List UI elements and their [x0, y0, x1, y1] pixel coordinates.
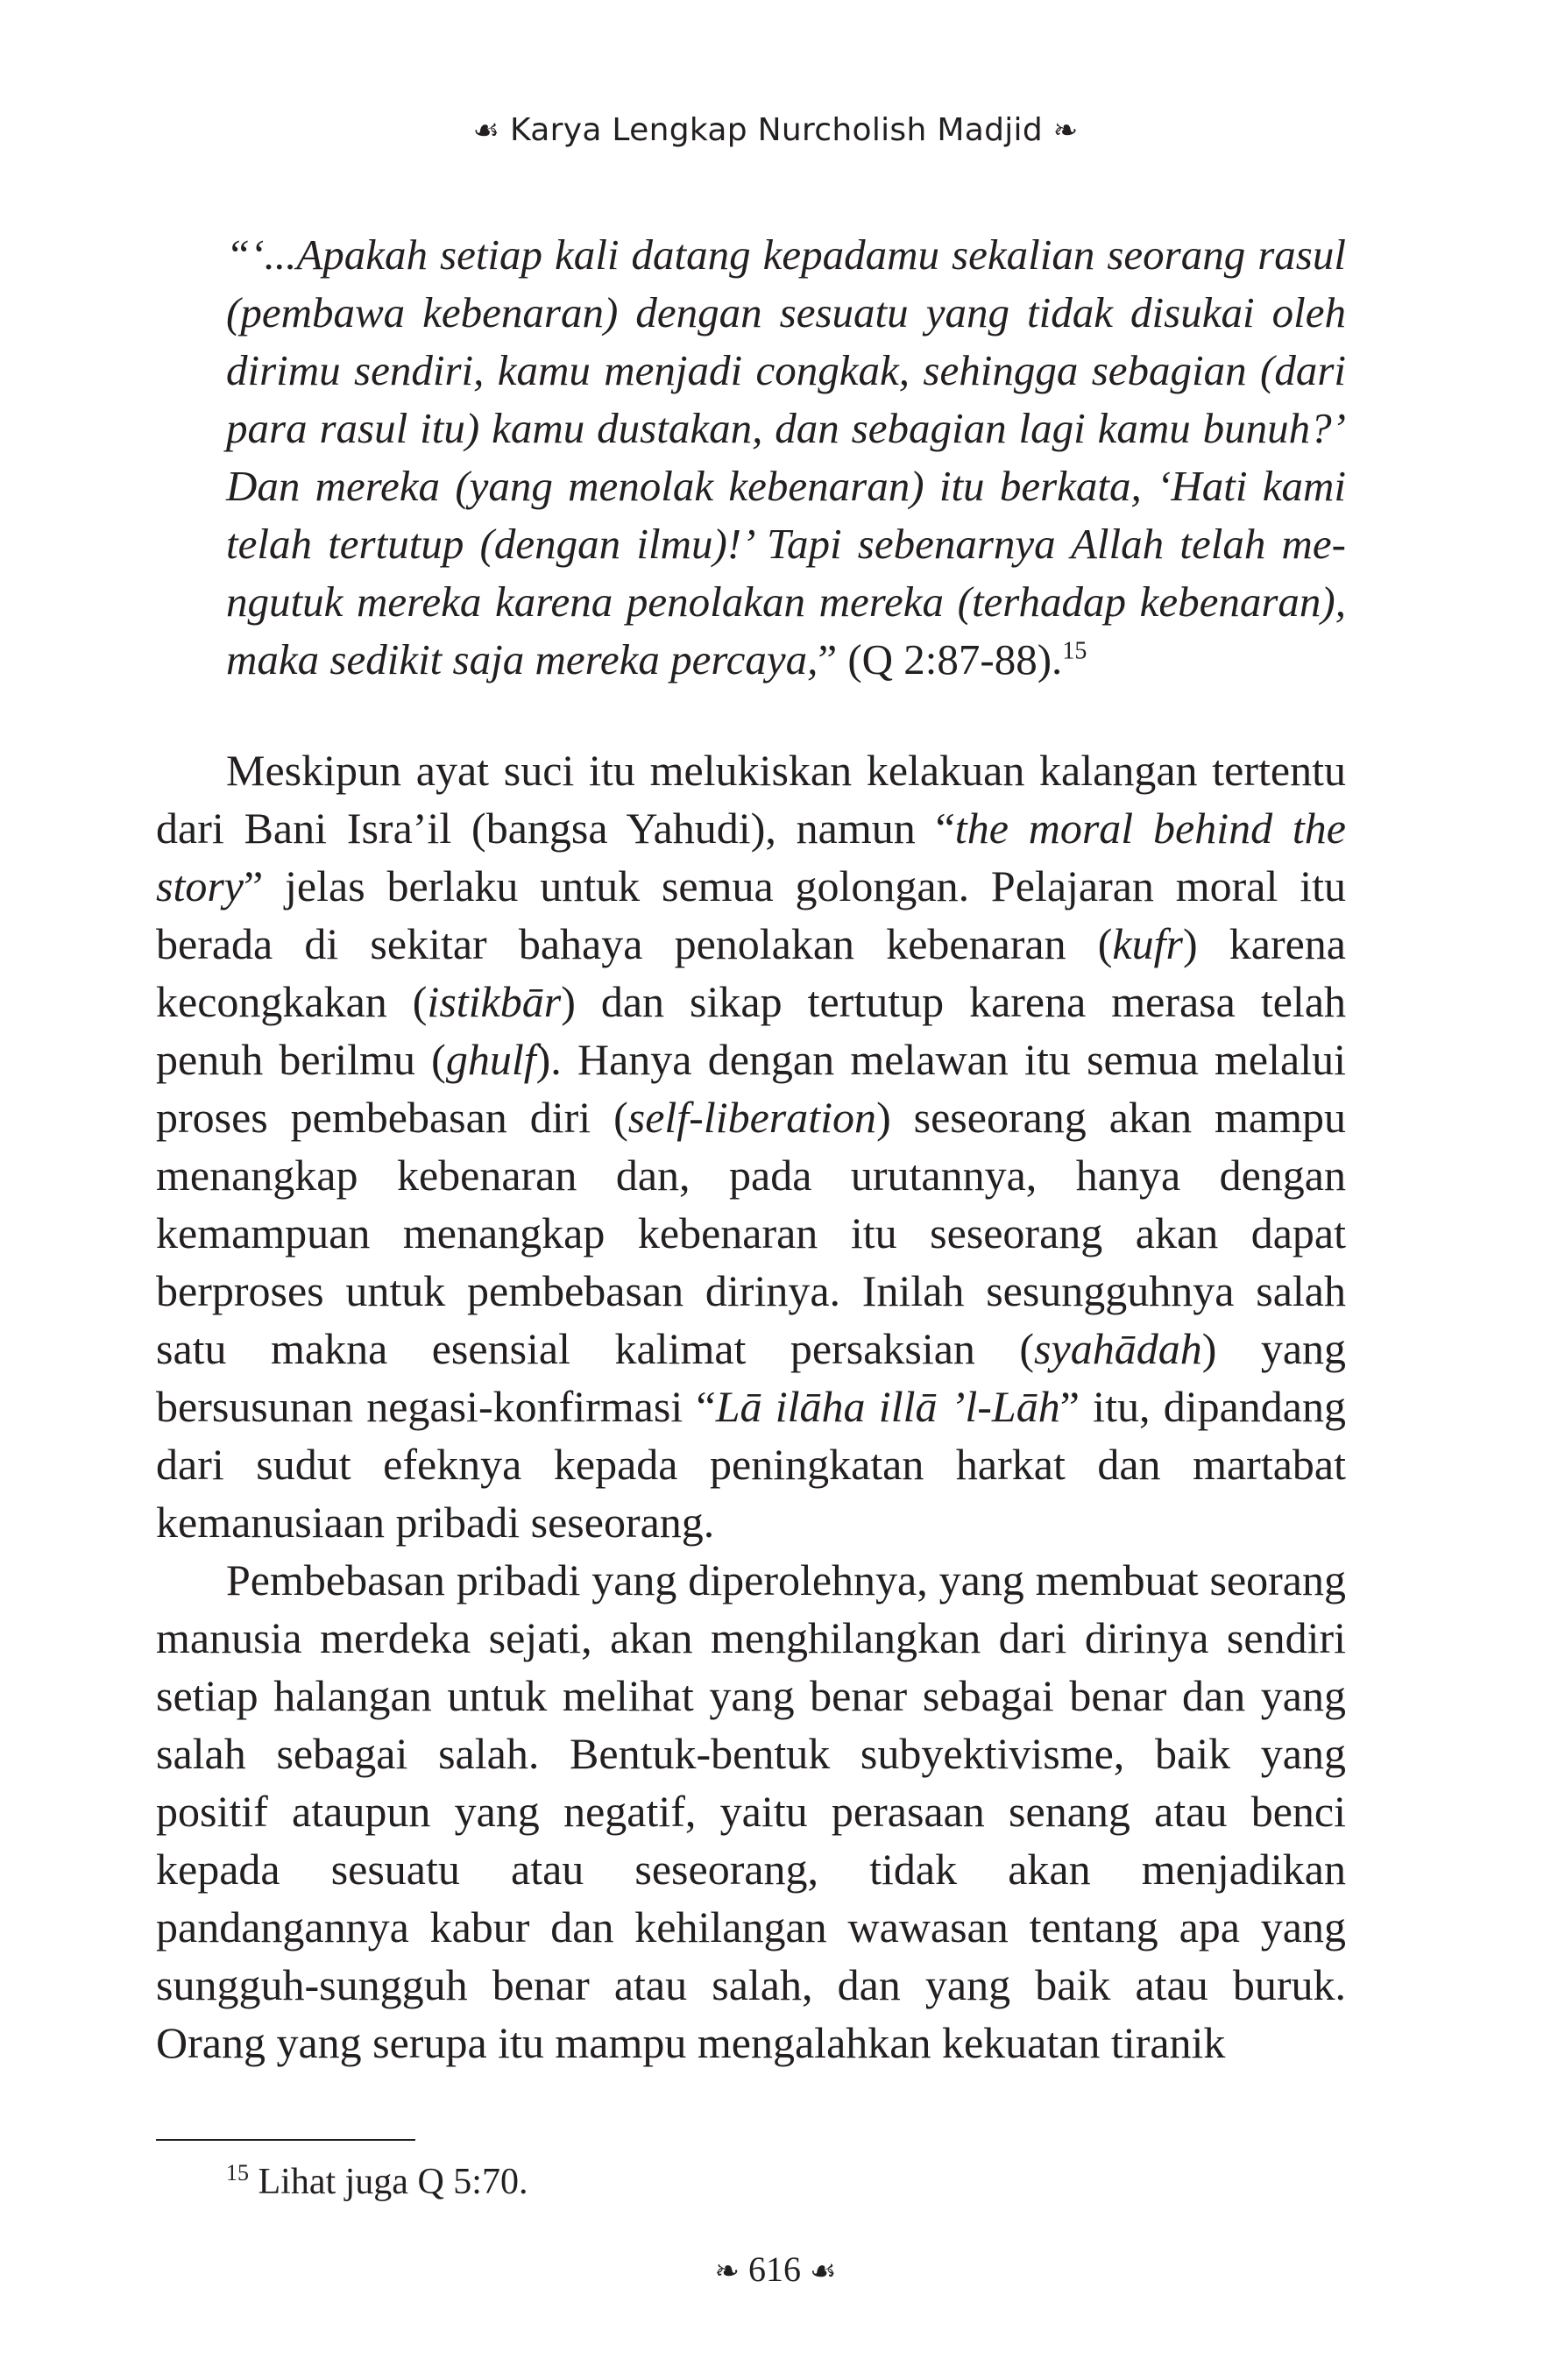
body-text [156, 741, 1346, 2072]
p1-text-3: ) karena kecongkakan ( [156, 919, 1346, 1026]
header-title: Karya Lengkap Nurcholish Madjid [509, 112, 1043, 148]
footnote-reference: 15 [1062, 637, 1087, 665]
quran-quotation [226, 226, 1346, 689]
p1-text-5: ). Hanya dengan melawan itu semua melalui proses pembebasan diri ( [156, 1035, 1346, 1142]
p1-italic-2: kufr [1112, 919, 1183, 968]
p1-italic-3: istikbār [427, 977, 562, 1026]
p1-text-7: ) yang bersusunan negasi-konfirmasi “ [156, 1324, 1347, 1431]
quote-italic-text: “‘...Apakah setiap kali datang kepadamu sekalian seorang rasul (pembawa kebenaran) dengan sesuatu yang tidak disukai oleh dirimu sendiri, kamu menjadi congkak, sehingga sebagian (dari para rasul itu) kamu dustakan, dan sebagian lagi kamu bunuh?’ Dan mereka (yang menolak kebenaran) itu berkata, ‘Hati kami telah tertutup (dengan ilmu)!’ Tapi sebenarnya Allah telah me-ngutuk mereka karena penolakan mereka (terhadap kebenaran), maka sedikit saja mereka percaya, [226, 230, 1346, 684]
footnote-text: Lihat juga Q 5:70. [249, 2162, 528, 2202]
footnote [226, 2157, 528, 2206]
p1-italic-4: ghulf [445, 1035, 536, 1084]
quote-citation: ” (Q 2:87-88). [818, 635, 1063, 684]
footer-ornament-right-icon: ☙ [810, 2254, 837, 2289]
ornament-right-icon: ❧ [1052, 113, 1079, 148]
p1-italic-7: Lā ilāha illā ’l-Lāh [715, 1382, 1060, 1431]
footer-ornament-left-icon: ❧ [714, 2254, 740, 2289]
p1-italic-6: syahādah [1034, 1324, 1202, 1373]
footnote-divider [156, 2139, 415, 2141]
p1-text-8: ” itu, dipandang dari sudut efeknya kepada peningkatan harkat dan martabat kemanusiaan pribadi seseorang. [156, 1382, 1347, 1547]
page-footer [0, 2249, 1551, 2290]
p1-text-6: ) seseorang akan mampu menangkap kebenaran dan, pada urutannya, hanya dengan kemampuan menangkap kebenaran itu seseorang akan dapat berproses untuk pembebasan dirinya. Inilah sesungguhnya salah satu makna esensial kalimat persaksian ( [156, 1093, 1346, 1373]
p1-italic-1: the moral behind the story [156, 804, 1346, 910]
paragraph-2: Pembebasan pribadi yang diperolehnya, yang membuat seorang manusia merdeka sejati, akan menghilangkan dari dirinya sendiri setiap halangan untuk melihat yang benar sebagai benar dan yang salah sebagai salah. Bentuk-bentuk subyektivisme, baik yang positif ataupun yang negatif, yaitu perasaan senang atau benci kepada sesuatu atau seseorang, tidak akan menjadikan pandangannya kabur dan kehilangan wawasan tentang apa yang sungguh-sungguh benar atau salah, dan yang baik atau buruk. Orang yang serupa itu mampu mengalahkan kekuatan tiranik [156, 1555, 1346, 2067]
p1-text-2: ” jelas berlaku untuk semua golongan. Pelajaran moral itu berada di sekitar bahaya penolakan kebenaran ( [156, 861, 1346, 968]
paragraph-1 [156, 741, 1346, 1551]
p1-text-4: ) dan sikap tertutup karena merasa telah penuh berilmu ( [156, 977, 1347, 1084]
running-header [0, 112, 1551, 148]
ornament-left-icon: ☙ [472, 113, 500, 148]
p1-text-1: Meskipun ayat suci itu melukiskan kelakuan kalangan tertentu dari Bani Isra’il (bangsa Yahudi), namun “ [156, 746, 1346, 853]
p1-italic-5: self-liberation [627, 1093, 877, 1142]
footnote-number: 15 [226, 2160, 249, 2185]
page-number: 616 [748, 2249, 801, 2289]
